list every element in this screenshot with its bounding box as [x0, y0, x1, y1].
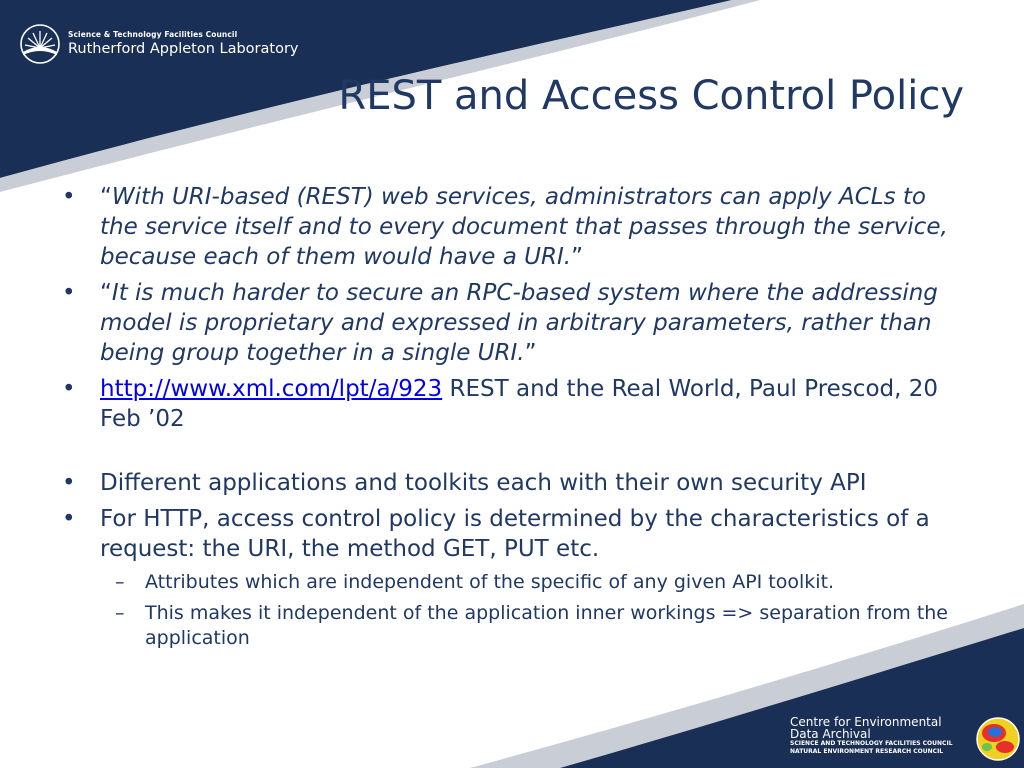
slide-body	[60, 182, 965, 657]
bullet-http-policy	[60, 504, 965, 564]
sub-bullet-attributes	[60, 570, 965, 595]
reference-text: REST and the Real World, Paul Prescod, 20 Feb ’02	[100, 376, 939, 432]
sub-bullet-text: This makes it independent of the application inner workings => separation from the application	[145, 602, 949, 649]
stfc-logo-icon	[18, 22, 62, 66]
globe-icon	[974, 713, 1022, 765]
ceda-logo	[790, 716, 953, 756]
ceda-name-line1: Centre for Environmental	[790, 715, 942, 729]
open-quote: “	[100, 280, 112, 306]
council-name: Science & Technology Facilities Council	[68, 30, 238, 39]
sub-bullet-text: Attributes which are independent of the specific of any given API toolkit.	[145, 571, 835, 593]
ceda-council-stfc: SCIENCE AND TECHNOLOGY FACILITIES COUNCIL	[790, 740, 953, 747]
close-quote: ”	[524, 340, 537, 366]
bullet-quote-rpc	[60, 278, 965, 368]
bullet-text: For HTTP, access control policy is determined by the characteristics of a request: the URI, the method GET, PUT etc.	[100, 506, 930, 562]
ceda-name-line2: Data Archival	[790, 727, 871, 741]
ceda-council-nerc: NATURAL ENVIRONMENT RESEARCH COUNCIL	[790, 748, 944, 755]
slide-title: REST and Access Control Policy	[338, 73, 964, 119]
bullet-security-api	[60, 468, 965, 498]
lab-name: Rutherford Appleton Laboratory	[68, 41, 299, 57]
bullet-reference	[60, 374, 965, 434]
quote-text: With URI-based (REST) web services, administrators can apply ACLs to the service itself and to every document that passes through the service, because each of them would have a URI.	[100, 184, 948, 270]
close-quote: ”	[571, 244, 583, 270]
open-quote: “	[100, 184, 112, 210]
sub-bullet-separation	[60, 601, 965, 651]
quote-text: It is much harder to secure an RPC-based system where the addressing model is proprietary and expressed in arbitrary parameters, rather than being group together in a single URI.	[100, 280, 938, 366]
reference-link[interactable]: http://www.xml.com/lpt/a/923	[100, 376, 443, 402]
stfc-logo	[18, 22, 299, 66]
bullet-text: Different applications and toolkits each with their own security API	[100, 470, 867, 496]
bullet-quote-uri	[60, 182, 965, 272]
